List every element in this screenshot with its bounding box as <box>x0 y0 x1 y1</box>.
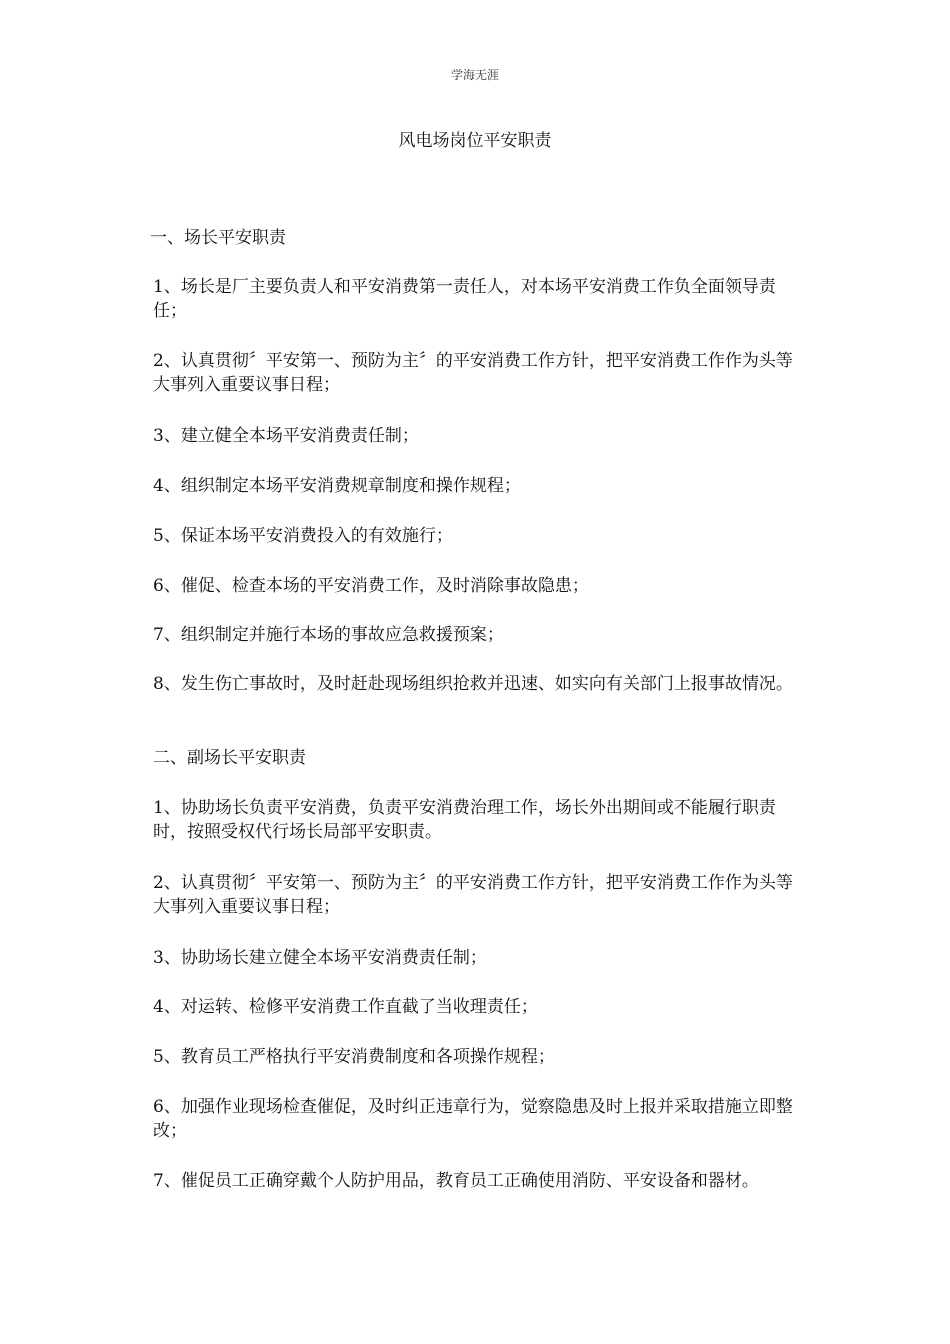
list-item: 1、场长是厂主要负责人和平安消费第一责任人，对本场平安消费工作负全面领导责任； <box>153 277 776 321</box>
section-heading: 一、场长平安职责 <box>150 228 286 248</box>
list-item: 4、对运转、检修平安消费工作直截了当收理责任； <box>153 997 538 1017</box>
list-item: 6、催促、检查本场的平安消费工作，及时消除事故隐患； <box>153 576 589 596</box>
list-item: 6、加强作业现场检查催促，及时纠正违章行为，觉察隐患及时上报并采取措施立即整改； <box>153 1097 793 1141</box>
list-item: 7、组织制定并施行本场的事故应急救援预案； <box>153 625 504 645</box>
list-item: 2、认真贯彻〞平安第一、预防为主〞的平安消费工作方针，把平安消费工作作为头等大事列入重要议事日程； <box>153 351 793 395</box>
list-item: 3、协助场长建立健全本场平安消费责任制； <box>153 948 487 968</box>
list-item: 4、组织制定本场平安消费规章制度和操作规程； <box>153 476 521 496</box>
list-item: 2、认真贯彻〞平安第一、预防为主〞的平安消费工作方针，把平安消费工作作为头等大事列入重要议事日程； <box>153 873 793 917</box>
list-item: 3、建立健全本场平安消费责任制； <box>153 426 419 446</box>
list-item: 5、保证本场平安消费投入的有效施行； <box>153 526 453 546</box>
list-item: 1、协助场长负责平安消费，负责平安消费治理工作，场长外出期间或不能履行职责时，按照受权代行场长局部平安职责。 <box>153 798 776 842</box>
document-title: 风电场岗位平安职责 <box>398 131 552 151</box>
section-heading: 二、副场长平安职责 <box>153 748 306 768</box>
running-header: 学海无涯 <box>450 68 499 82</box>
list-item: 7、催促员工正确穿戴个人防护用品，教育员工正确使用消防、平安设备和器材。 <box>153 1171 759 1191</box>
list-item: 5、教育员工严格执行平安消费制度和各项操作规程； <box>153 1047 555 1067</box>
list-item: 8、发生伤亡事故时，及时赶赴现场组织抢救并迅速、如实向有关部门上报事故情况。 <box>153 674 793 694</box>
